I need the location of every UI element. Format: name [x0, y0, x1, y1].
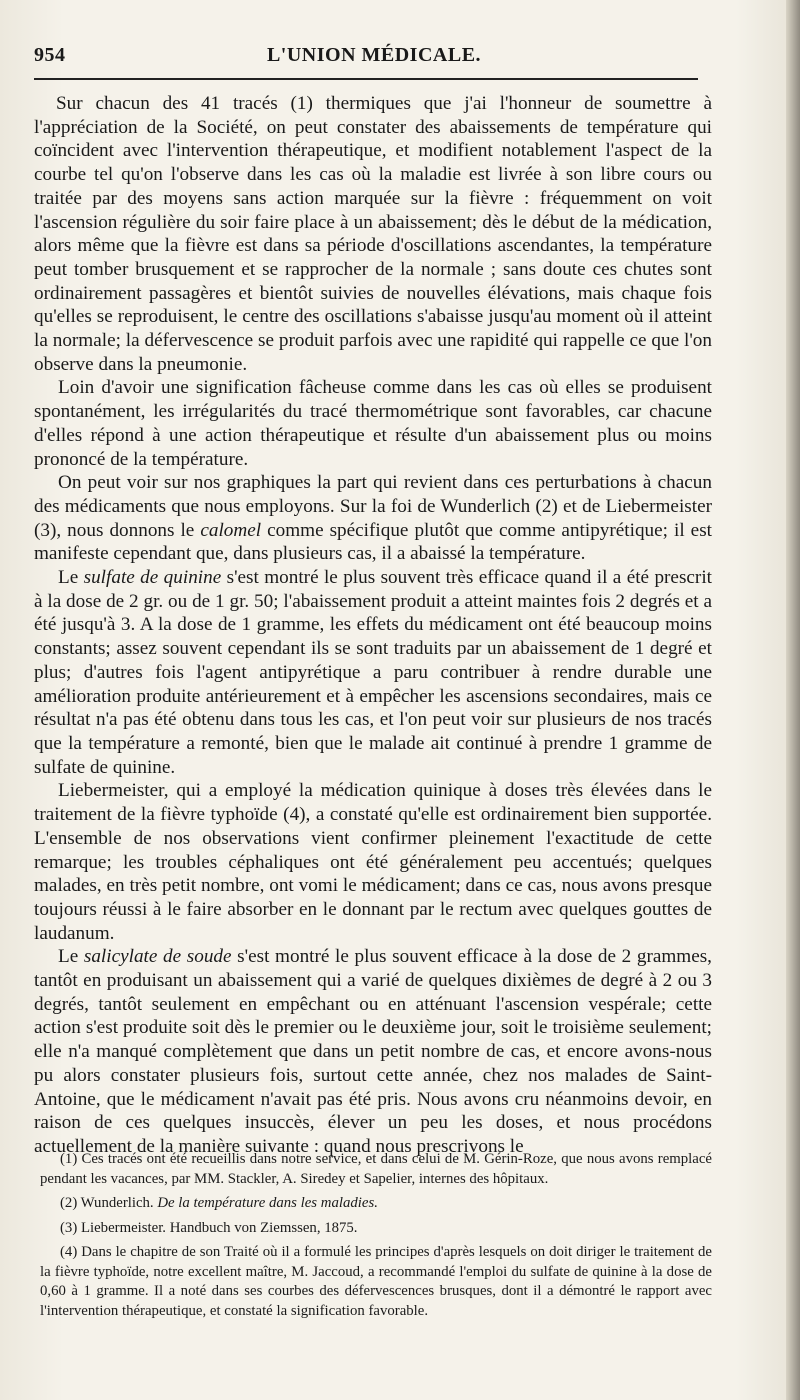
paragraph-4: [34, 566, 712, 779]
page-header: [34, 40, 714, 76]
paragraph-3: [34, 471, 712, 566]
paragraph-3-text-start: On peut voir sur nos graphiques la part qui revient dans ces perturbations à chacun des médicaments que nous employons. Sur la foi de Wunderlich (2) et de Liebermeister (3), nous donnons le: [34, 472, 712, 541]
paragraph-5: Liebermeister, qui a employé la médication quinique à doses très élevées dans le traitement de la fièvre typhoïde (4), a constaté qu'elle est ordinairement bien supportée. L'ensemble de nos observations vient confirmer pleinement l'exactitude de cette remarque; les troubles céphaliques ont été généralement peu accentués; quelques malades, en très petit nombre, ont vomi le médicament; dans ce cas, nous avons presque toujours réussi à le faire absorber en le donnant par le rectum avec quelques gouttes de laudanum.: [34, 780, 712, 944]
page-edge-shadow: [786, 0, 800, 1400]
footnote-2: [40, 1194, 712, 1214]
footnote-2-text-start: (2) Wunderlich.: [60, 1195, 158, 1211]
body-text: [34, 92, 712, 1159]
paragraph-6-text-end: s'est montré le plus souvent efficace à la dose de 2 grammes, tantôt en produisant un abaissement qui a varié de quelques dixièmes de degré à 2 ou 3 degrés, tantôt seulement en empêchant ou en atténuant l'ascension vespérale; cette action s'est produite soit dès le premier ou le deuxième jour, soit le troisième seulement; elle n'a manqué complètement que dans un petit nombre de cas, et encore avons-nous pu alors constater plusieurs fois, surtout cette année, chez nos malades de Saint-Antoine, que le médicament n'avait pas été pris. Nous avons cru néanmoins devoir, en raison de ces quelques insuccès, élever un peu les doses, et nous procédons actuellement de la manière suivante : quand nous prescrivons le: [34, 946, 712, 1157]
paragraph-4-text-end: s'est montré le plus souvent très efficace quand il a été prescrit à la dose de 2 gr. ou de 1 gr. 50; l'abaissement produit a atteint maintes fois 2 degrés et a été jusqu'à 3. A la dose de 1 gramme, les effets du médicament ont été beaucoup moins constants; assez souvent cependant ils se sont traduits par un abaissement de 1 degré et plus; d'autres fois l'agent antipyrétique a paru contribuer à rendre durable une amélioration produite antérieurement et à empêcher les ascensions secondaires, mais ce résultat n'a pas été obtenu dans tous les cas, et l'on peut voir sur plusieurs de nos tracés que la température a remonté, bien que le malade ait continué à prendre 1 gramme de sulfate de quinine.: [34, 567, 712, 778]
header-rule: [34, 78, 698, 80]
footnote-2-italic-title: De la température dans les maladies.: [157, 1195, 378, 1211]
paragraph-4-italic-term: sulfate de quinine: [83, 567, 222, 589]
paragraph-3-text-end: comme spécifique plutôt que comme antipyrétique; il est manifeste cependant que, dans plusieurs cas, il a abaissé la température.: [34, 519, 712, 565]
paragraph-4-text-start: Le: [58, 567, 84, 589]
paragraph-6: [34, 945, 712, 1158]
paragraph-6-text-start: Le: [58, 946, 84, 968]
paragraph-2: Loin d'avoir une signification fâcheuse comme dans les cas où elles se produisent spontanément, les irrégularités du tracé thermométrique sont favorables, car chacune d'elles répond à une action thérapeutique et résulte d'un abaissement plus ou moins prononcé de la température.: [34, 377, 712, 470]
paragraph-3-italic-term: calomel: [200, 519, 262, 541]
footnotes: [40, 1150, 712, 1321]
running-title: L'UNION MÉDICALE.: [266, 44, 482, 66]
paragraph-6-italic-term: salicylate de soude: [83, 946, 232, 968]
footnote-1: (1) Ces tracés ont été recueillis dans notre service, et dans celui de M. Gérin-Roze, que nous avons remplacé pendant les vacances, par MM. Stackler, A. Siredey et Sapelier, internes des hôpitaux.: [40, 1151, 712, 1187]
paragraph-1: Sur chacun des 41 tracés (1) thermiques que j'ai l'honneur de soumettre à l'appréciation de la Société, on peut constater des abaissements de température qui coïncident avec l'intervention thérapeutique, et modifient notablement l'aspect de la courbe tel qu'on l'observe dans les cas où la maladie est livrée à son libre cours ou traitée par des moyens sans action marquée sur la fièvre : fréquemment on voit l'ascension régulière du soir faire place à un abaissement; dès le début de la médication, alors même que la fièvre est dans sa période d'oscillations ascendantes, la température peut tomber brusquement et se rapprocher de la normale ; sans doute ces chutes sont ordinairement passagères et bientôt suivies de nouvelles élévations, mais chaque fois qu'elles se reproduisent, le centre des oscillations s'abaisse jusqu'au moment où il atteint la normale; la défervescence se produit parfois avec une rapidité qui rappelle ce que l'on observe dans la pneumonie.: [34, 93, 712, 375]
footnote-4: (4) Dans le chapitre de son Traité où il a formulé les principes d'après lesquels on doit diriger le traitement de la fièvre typhoïde, notre excellent maître, M. Jaccoud, a recommandé l'emploi du sulfate de quinine à la dose de 0,60 à 1 gramme. Il a noté dans ses courbes des défervescences brusques, dont il a démontré le rapport avec l'intervention thérapeutique, et constaté la signification favorable.: [40, 1244, 712, 1319]
page-number: 954: [34, 44, 66, 66]
footnote-3: (3) Liebermeister. Handbuch von Ziemssen, 1875.: [60, 1219, 358, 1236]
